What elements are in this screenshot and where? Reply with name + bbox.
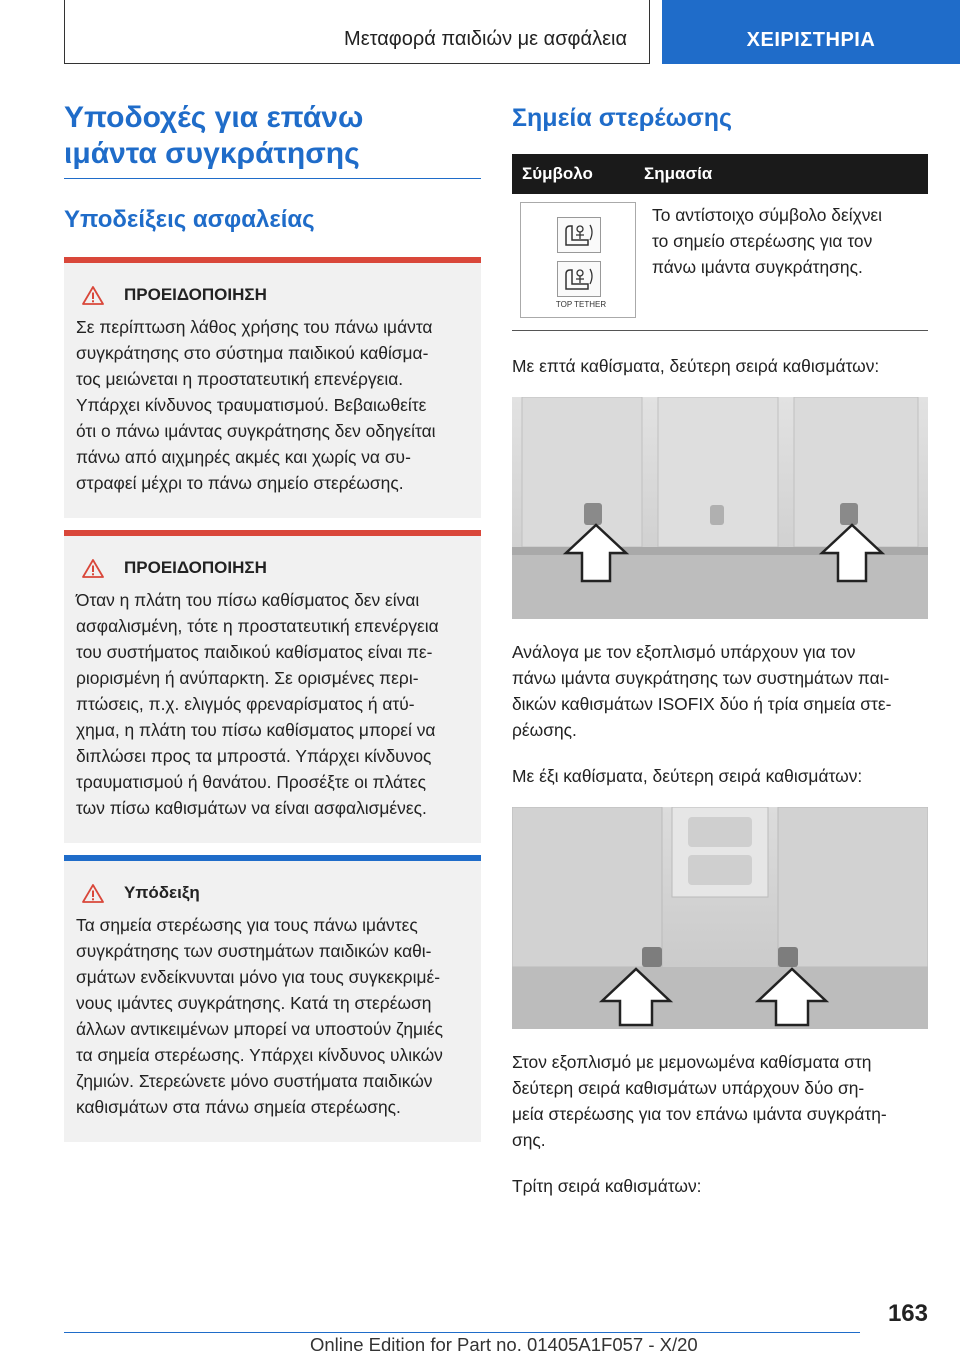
text-line: άλλων αντικειμένων μπορεί να υποστούν ζημιές (76, 1019, 444, 1039)
text-line: πτώσεις, π.χ. ελιγμός φρεναρίσματος ή ατύ- (76, 694, 415, 714)
header-section (64, 0, 650, 64)
page-title-line-2: ιμάντα συγκράτησης (64, 137, 360, 170)
text-line: ότι ο πάνω ιμάντας συγκράτησης δεν οδηγείται (76, 421, 436, 441)
child-seat-anchor-icon (557, 217, 601, 253)
text-line: Σε περίπτωση λάθος χρήσης του πάνω ιμάντα (76, 317, 433, 337)
photo-second-row-six-seats (512, 807, 928, 1029)
title-divider (64, 178, 481, 179)
table-header (512, 154, 928, 194)
warning-box-1 (64, 257, 481, 518)
header-chapter (662, 0, 960, 64)
text-line: ασφαλισμένη, τότε η προστατευτική επενέργεια (76, 616, 439, 636)
section-subtitle: Υποδείξεις ασφαλείας (64, 206, 315, 233)
text-line: δεύτερη σειρά καθισμάτων υπάρχουν δύο ση- (512, 1078, 865, 1098)
text-line: σμάτων ενδείκνυνται μόνο για τους συγκεκριμέ- (76, 967, 441, 987)
symbol-caption: TOP TETHER (555, 300, 607, 309)
text-line: πάνω ιμάντα συγκράτησης. (652, 257, 863, 277)
table-header-symbol: Σύμβολο (522, 164, 593, 183)
page-title-line-1: Υποδοχές για επάνω (64, 101, 364, 134)
page-title (64, 100, 481, 172)
text-line: Υπάρχει κίνδυνος τραυματισμού. Βεβαιωθείτε (76, 395, 427, 415)
text-line: στραφεί μέχρι το πάνω σημείο στερέωσης. (76, 473, 404, 493)
note-title: Υπόδειξη (124, 883, 200, 902)
symbol-cell (520, 202, 636, 318)
header-section-title: Μεταφορά παιδιών με ασφάλεια (344, 28, 627, 50)
text-line: μεία στερέωσης για τον επάνω ιμάντα συγκράτη- (512, 1104, 887, 1124)
paragraph-six-seats: Με έξι καθίσματα, δεύτερη σειρά καθισμάτων: (512, 766, 863, 786)
text-line: τος μειώνεται η προστατευτική επενέργεια. (76, 369, 404, 389)
symbol-table (512, 154, 928, 331)
top-tether-icon (557, 261, 601, 297)
text-line: τα σημεία στερέωσης. Υπάρχει κίνδυνος υλικών (76, 1045, 443, 1065)
photo-second-row-seven-seats (512, 397, 928, 619)
text-line: το σημείο στερέωσης για τον (652, 231, 873, 251)
text-line: καθισμάτων στα πάνω σημεία στερέωσης. (76, 1097, 401, 1117)
text-line: των πίσω καθισμάτων να είναι ασφαλισμένες. (76, 798, 427, 818)
table-header-meaning: Σημασία (644, 164, 713, 183)
right-column (512, 100, 928, 1199)
note-text (76, 912, 467, 1120)
text-line: ζημιών. Στερεώνετε μόνο συστήματα παιδικών (76, 1071, 433, 1091)
footer-divider (64, 1332, 860, 1333)
text-line: τραυματισμού ή θανάτου. Προσέξτε οι πλάτες (76, 772, 427, 792)
section-title: Σημεία στερέωσης (512, 104, 733, 132)
warning-text (76, 314, 467, 496)
text-line: διπλώσει προς τα μπροστά. Υπάρχει κίνδυνος (76, 746, 432, 766)
table-row (512, 194, 928, 331)
paragraph-isofix (512, 639, 928, 743)
footer-edition: Online Edition for Part no. 01405A1F057 - X/20 (310, 1334, 698, 1355)
warning-text (76, 587, 467, 821)
text-line: ρέωσης. (512, 720, 577, 740)
symbol-description (636, 202, 926, 318)
text-line: Στον εξοπλισμό με μεμονωμένα καθίσματα στη (512, 1052, 872, 1072)
page-number: 163 (887, 1300, 928, 1327)
warning-title: ΠΡΟΕΙΔΟΠΟΙΗΣΗ (124, 558, 267, 577)
text-line: πάνω από αιχμηρές ακμές και χωρίς να συ- (76, 447, 411, 467)
left-column (64, 100, 481, 1142)
warning-triangle-icon (82, 286, 104, 305)
text-line: Ανάλογα με τον εξοπλισμό υπάρχουν για τον (512, 642, 856, 662)
text-line: πάνω ιμάντα συγκράτησης των συστημάτων παι- (512, 668, 890, 688)
text-line: δικών καθισμάτων ISOFIX δύο ή τρία σημεία στε- (512, 694, 892, 714)
header-chapter-title: ΧΕΙΡΙΣΤΗΡΙΑ (746, 29, 876, 51)
paragraph-seven-seats: Με επτά καθίσματα, δεύτερη σειρά καθισμάτων: (512, 356, 880, 376)
paragraph-third-row: Τρίτη σειρά καθισμάτων: (512, 1176, 702, 1196)
text-line: Τα σημεία στερέωσης για τους πάνω ιμάντες (76, 915, 418, 935)
text-line: συγκράτησης στο σύστημα παιδικού καθίσμα- (76, 343, 429, 363)
warning-box-2 (64, 530, 481, 843)
text-line: νους ιμάντες συγκράτησης. Κατά τη στερέωση (76, 993, 432, 1013)
warning-title: ΠΡΟΕΙΔΟΠΟΙΗΣΗ (124, 285, 267, 304)
paragraph-individual-seats (512, 1049, 928, 1153)
text-line: χημα, η πλάτη του πίσω καθίσματος μπορεί να (76, 720, 436, 740)
text-line: σης. (512, 1130, 546, 1150)
text-line: συγκράτησης των συστημάτων παιδικών καθι- (76, 941, 432, 961)
warning-triangle-icon (82, 559, 104, 578)
text-line: Το αντίστοιχο σύμβολο δείχνει (652, 205, 883, 225)
text-line: ριορισμένη ή ανύπαρκτη. Σε ορισμένες περι- (76, 668, 419, 688)
note-box (64, 855, 481, 1142)
text-line: του συστήματος παιδικού καθίσματος είναι πε- (76, 642, 433, 662)
warning-triangle-icon (82, 884, 104, 903)
text-line: Όταν η πλάτη του πίσω καθίσματος δεν είναι (76, 590, 420, 610)
